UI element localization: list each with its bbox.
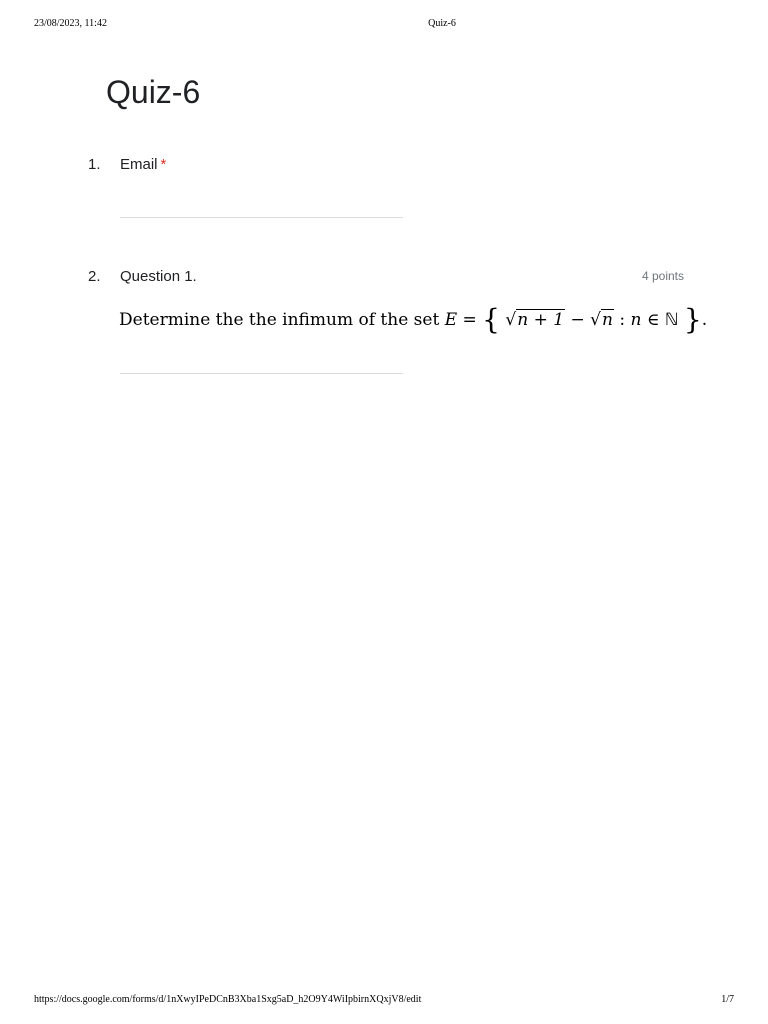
question-1-answer-field[interactable] (120, 373, 403, 374)
equals-sign: = (462, 310, 477, 330)
question-description (119, 305, 707, 335)
question-title (120, 155, 166, 175)
period: . (701, 310, 708, 330)
form-title: Quiz-6 (106, 74, 201, 110)
naturals-symbol: ℕ (664, 310, 679, 330)
print-footer-url: https://docs.google.com/forms/d/1nXwyIPeDCnB3Xba1Sxg5aD_h2O9Y4WiIpbirnXQxjV8/edit (34, 994, 422, 1005)
variable-n: n (630, 310, 642, 330)
radicand-2: n (601, 310, 613, 330)
print-footer-page-number: 1/7 (721, 994, 734, 1005)
question-points: 4 points (641, 269, 684, 283)
email-answer-field[interactable] (120, 217, 403, 218)
right-brace: } (683, 303, 702, 336)
sqrt-icon: √ (505, 310, 517, 330)
question-1 (88, 267, 708, 377)
question-email (88, 155, 684, 219)
question-title-text: Email (120, 156, 158, 173)
required-star: * (160, 156, 167, 173)
sqrt-n-plus-1 (505, 305, 565, 335)
element-of-symbol: ∈ (646, 310, 660, 330)
question-number: 2. (88, 268, 101, 285)
minus-sign: − (570, 310, 585, 330)
question-title: Question 1. (120, 268, 197, 285)
left-brace: { (482, 303, 500, 336)
set-expression (444, 303, 708, 336)
print-header-title: Quiz-6 (428, 18, 456, 29)
question-number: 1. (88, 156, 101, 173)
sqrt-n (590, 305, 614, 335)
description-text: Determine the the infimum of the set (119, 310, 440, 330)
set-name: E (444, 310, 458, 330)
radicand-1: n + 1 (517, 310, 565, 330)
colon: : (619, 310, 626, 330)
print-header-date: 23/08/2023, 11:42 (34, 18, 107, 29)
sqrt-icon: √ (590, 310, 601, 330)
